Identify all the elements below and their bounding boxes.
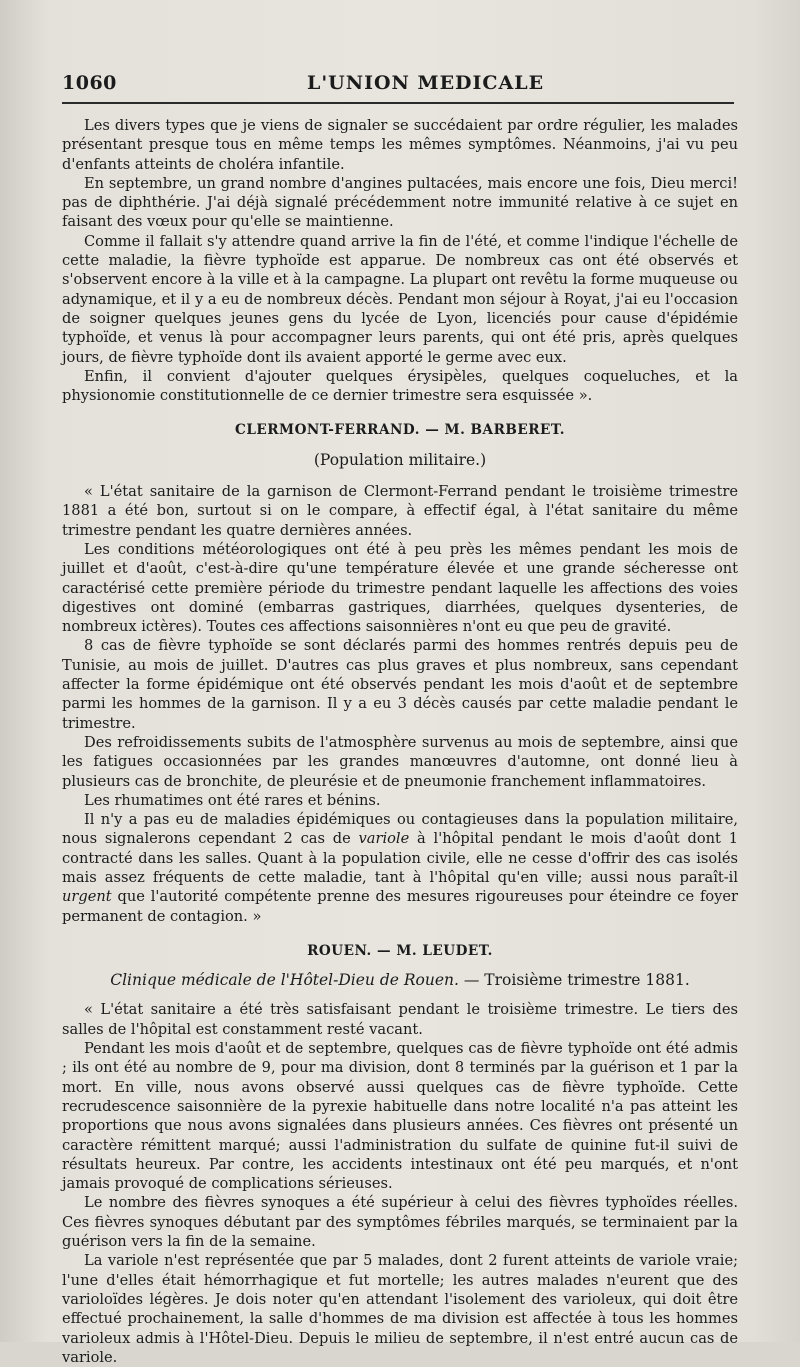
text-run: Il n'y a pas eu de maladies épidémiques ou contagieuses dans la population militaire, nous signalerons cependant 2 cas de <box>62 811 738 848</box>
paragraph: En septembre, un grand nombre d'angines pultacées, mais encore une fois, Dieu merci! pas de diphthérie. J'ai déjà signalé précédemment notre immunité relative à ce sujet en faisant des vœux pour qu'elle se maintienne. <box>62 174 738 231</box>
paragraph: Pendant les mois d'août et de septembre, quelques cas de fièvre typhoïde ont été admis ; ils ont été au nombre de 9, pour ma division, dont 8 terminés par la guérison et 1 par la mort. En ville, nous avons observé aussi quelques cas de fièvre typhoïde. Cette recrudescence saisonnière de la pyrexie habituelle dans notre localité n'a pas atteint les proportions que nous avons signalées dans plusieurs années. Ces fièvres ont présenté un caractère rémittent marqué; aussi l'administration du sulfate de quinine fut-il suivi de résultats heureux. Par contre, les accidents intestinaux ont été peu marqués, et n'ont jamais provoqué de complications sérieuses. <box>62 1040 738 1193</box>
text-run: à l'hôpital pendant le mois d'août dont 1 contracté dans les salles. Quant à la population civile, elle ne cesse d'offrir des cas isolés mais assez fréquents de cette maladie, tant à l'hôpital qu'en ville; aussi nous paraît-il <box>62 830 738 886</box>
paragraph: Des refroidissements subits de l'atmosphère survenus au mois de septembre, ainsi que les fatigues occasionnées par les grandes manœuvres d'automne, ont donné lieu à plusieurs cas de bronchite, de pleurésie et de pneumonie franchement inflammatoires. <box>62 733 738 790</box>
page-number: 1060 <box>62 72 117 94</box>
paragraph: « L'état sanitaire de la garnison de Clermont-Ferrand pendant le troisième trimestre 1881 a été bon, surtout si on le compare, à effectif égal, à l'état sanitaire du même trimestre pendant les quatre dernières années. <box>62 483 738 539</box>
paragraph: Le nombre des fièvres synoques a été supérieur à celui des fièvres typhoïdes réelles. Ces fièvres synoques débutant par des symptômes fébriles marqués, se terminaient par la guérison vers la fin de la semaine. <box>62 1194 738 1251</box>
italic-word: urgent <box>62 888 112 906</box>
section-subheading: (Population militaire.) <box>313 450 487 469</box>
section-heading-clermont: CLERMONT-FERRAND. — M. BARBERET. <box>235 422 565 439</box>
paragraph: La variole n'est représentée que par 5 malades, dont 2 furent atteints de variole vraie; l'une d'elles était hémorrhagique et fut mortelle; les autres malades n'eurent que des varioloïdes légères. Je dois noter qu'en attendant l'isolement des varioleux, qui doit être effectué prochainement, la salle d'hommes de ma division est affectée à tous les hommes varioleux admis à l'Hôtel-Dieu. Depuis le milieu de septembre, il n'est entré aucun cas de variole. <box>62 1252 738 1366</box>
section-subheading <box>62 971 738 990</box>
italic-word: variole <box>358 830 410 848</box>
clinic-title: Clinique médicale de l'Hôtel-Dieu de Rouen. <box>110 971 459 990</box>
page-header <box>62 72 732 98</box>
paragraph: « L'état sanitaire a été très satisfaisant pendant le troisième trimestre. Le tiers des salles de l'hôpital est constamment resté vacant. <box>62 1001 738 1038</box>
section-heading-rouen: ROUEN. — M. LEUDET. <box>307 942 493 959</box>
paragraph: Les divers types que je viens de signaler se succédaient par ordre régulier, les malades présentant presque tous en même temps les mêmes symptômes. Néanmoins, j'ai vu peu d'enfants atteints de choléra infantile. <box>62 117 738 173</box>
page-body <box>62 116 738 1367</box>
text-run: que l'autorité compétente prenne des mesures rigoureuses pour éteindre ce foyer permanent de contagion. » <box>62 888 738 925</box>
paragraph: Comme il fallait s'y attendre quand arrive la fin de l'été, et comme l'indique l'échelle de cette maladie, la fièvre typhoïde est apparue. De nombreux cas ont été observés et s'observent encore à la ville et à la campagne. La plupart ont revêtu la forme muqueuse ou adynamique, et il y a eu de nombreux décès. Pendant mon séjour à Royat, j'ai eu l'occasion de soigner quelques jeunes gens du lycée de Lyon, licenciés pour cause d'épidémie typhoïde, et venus là pour accompagner leurs parents, qui ont été pris, après quelques jours, de fièvre typhoïde dont ils avaient apporté le germe avec eux. <box>62 232 738 366</box>
trimester-label: — Troisième trimestre 1881. <box>458 971 690 990</box>
paragraph <box>62 810 738 926</box>
paragraph: Les conditions météorologiques ont été à peu près les mêmes pendant les mois de juillet et d'août, c'est-à-dire qu'une température élevée et une grande sécheresse ont caractérisé cette première période du trimestre pendant laquelle les affections des voies digestives ont dominé (embarras gastriques, diarrhées, quelques dysenteries, de nombreux ictères). Toutes ces affections saisonnières n'ont eu que peu de gravité. <box>62 540 738 636</box>
paragraph: Enfin, il convient d'ajouter quelques érysipèles, quelques coqueluches, et la physionomie constitutionnelle de ce dernier trimestre sera esquissée ». <box>62 367 738 405</box>
paragraph: Les rhumatimes ont été rares et bénins. <box>84 791 381 809</box>
header-rule <box>62 102 734 104</box>
paragraph: 8 cas de fièvre typhoïde se sont déclarés parmi des hommes rentrés depuis peu de Tunisie, au mois de juillet. D'autres cas plus graves et plus nombreux, sans cependant affecter la forme épidémique ont été observés pendant les mois d'août et de septembre parmi les hommes de la garnison. Il y a eu 3 décès causés par cette maladie pendant le trimestre. <box>62 637 738 732</box>
running-title: L'UNION MEDICALE <box>307 72 545 94</box>
